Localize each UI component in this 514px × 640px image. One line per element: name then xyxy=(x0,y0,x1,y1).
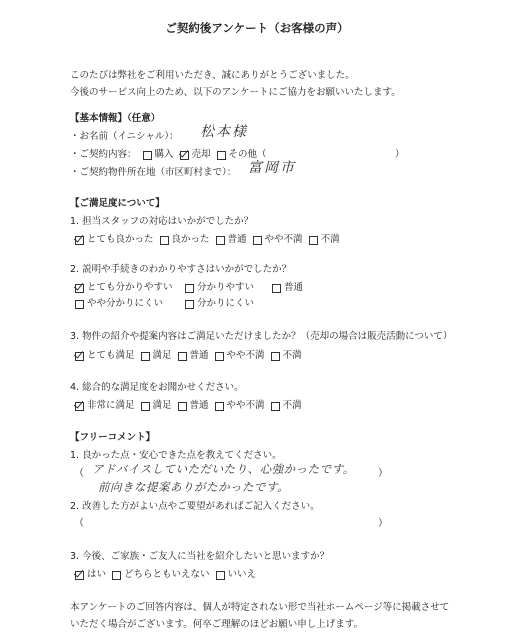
footer-line-1: 本アンケートのご回答内容は、個人が特定されない形で当社ホームページ等に掲載させて xyxy=(70,602,450,613)
checked-checkbox-icon[interactable] xyxy=(75,284,84,293)
page-title: ご契約後アンケート（お客様の声） xyxy=(165,21,349,35)
q2-option-clear[interactable]: 分かりやすい xyxy=(185,283,254,296)
checkbox-icon[interactable] xyxy=(141,352,150,361)
checkbox-icon[interactable] xyxy=(271,352,280,361)
checkbox-icon[interactable] xyxy=(215,352,224,361)
intro-line-2: 今後のサービス向上のため、以下のアンケートにご協力をお願いいたします。 xyxy=(70,87,401,98)
contract-row xyxy=(70,150,267,160)
satisfaction-q4: 4. 総合的な満足度をお聞かせください。 xyxy=(70,382,244,393)
q4-option-average[interactable]: 普通 xyxy=(178,401,209,411)
contract-other-close: ） xyxy=(395,149,405,160)
name-handwritten: 松本様 xyxy=(200,124,248,140)
contract-option-other[interactable]: その他（ xyxy=(217,150,267,160)
free-q3-option-yes[interactable]: はい xyxy=(75,570,106,580)
basic-info-heading: 【基本情報】（任意） xyxy=(70,113,161,124)
checkbox-icon[interactable] xyxy=(112,571,121,580)
intro-line-1: このたびは弊社をご利用いただき、誠にありがとうございました。 xyxy=(70,70,355,81)
checkbox-icon[interactable] xyxy=(75,300,84,309)
q2-option-somewhat-unclear[interactable]: やや分かりにくい xyxy=(75,299,163,312)
location-label: ・ご契約物件所在地（市区町村まで）： xyxy=(70,167,237,178)
q1-option-bad[interactable]: 不満 xyxy=(309,235,340,245)
checkbox-icon[interactable] xyxy=(216,236,225,245)
contract-label: ・ご契約内容： xyxy=(70,149,137,160)
satisfaction-q2: 2. 説明や手続きのわかりやすさはいかがでしたか？ xyxy=(70,264,292,275)
q1-option-good[interactable]: 良かった xyxy=(160,235,210,245)
checked-checkbox-icon[interactable] xyxy=(75,352,84,361)
checked-checkbox-icon[interactable] xyxy=(75,236,84,245)
q3-option-somewhat-dissatisfied[interactable]: やや不満 xyxy=(215,351,265,361)
contract-option-sale[interactable]: 売却 xyxy=(180,150,211,160)
checkbox-icon[interactable] xyxy=(178,402,187,411)
checkbox-icon[interactable] xyxy=(272,284,281,293)
q2-option-average[interactable]: 普通 xyxy=(272,283,303,296)
q3-option-very-satisfied[interactable]: とても満足 xyxy=(75,351,135,361)
q4-option-somewhat-dissatisfied[interactable]: やや不満 xyxy=(215,401,265,411)
location-handwritten: 富岡市 xyxy=(248,160,296,176)
checkbox-icon[interactable] xyxy=(215,402,224,411)
q4-option-very-satisfied[interactable]: 非常に満足 xyxy=(75,401,135,411)
checkbox-icon[interactable] xyxy=(253,236,262,245)
name-label: ・お名前（イニシャル）： xyxy=(70,131,179,142)
free-q1: 1. 良かった点・安心できた点を教えてください。 xyxy=(70,450,282,461)
q3-options xyxy=(75,351,302,361)
free-q3-option-neutral[interactable]: どちらともいえない xyxy=(112,570,210,580)
checkbox-icon[interactable] xyxy=(216,571,225,580)
satisfaction-q3: 3. 物件の紹介や提案内容はご満足いただけましたか？（売却の場合は販売活動について） xyxy=(70,331,453,342)
satisfaction-heading: 【ご満足度について】 xyxy=(70,198,165,209)
q2-option-unclear[interactable]: 分かりにくい xyxy=(185,299,254,312)
q1-option-average[interactable]: 普通 xyxy=(216,235,247,245)
free-q2-open[interactable]: （ xyxy=(74,518,84,529)
checkbox-icon[interactable] xyxy=(217,151,226,160)
checked-checkbox-icon[interactable] xyxy=(180,151,189,160)
checked-checkbox-icon[interactable] xyxy=(75,402,84,411)
free-q1-open: （ xyxy=(74,468,84,479)
free-q3: 3. 今後、ご家族・ご友人に当社を紹介したいと思いますか？ xyxy=(70,551,330,562)
q3-option-dissatisfied[interactable]: 不満 xyxy=(271,351,302,361)
free-q1-answer-line-2[interactable]: 前向きな提案ありがたかったです。 xyxy=(98,480,290,494)
q1-option-somewhat-bad[interactable]: やや不満 xyxy=(253,235,303,245)
q3-option-average[interactable]: 普通 xyxy=(178,351,209,361)
free-q2-close: ） xyxy=(378,518,388,529)
q4-option-dissatisfied[interactable]: 不満 xyxy=(271,401,302,411)
q3-option-satisfied[interactable]: 満足 xyxy=(141,351,172,361)
checkbox-icon[interactable] xyxy=(185,300,194,309)
footer-line-2: いただく場合がございます。何卒ご理解のほどお願い申し上げます。 xyxy=(70,619,363,630)
q4-options xyxy=(75,401,302,411)
free-q1-close: ） xyxy=(378,468,388,479)
satisfaction-q1: 1. 担当スタッフの対応はいかがでしたか？ xyxy=(70,216,254,227)
checkbox-icon[interactable] xyxy=(271,402,280,411)
checkbox-icon[interactable] xyxy=(309,236,318,245)
q2-option-very-clear[interactable]: とても分かりやすい xyxy=(75,283,173,296)
checked-checkbox-icon[interactable] xyxy=(75,571,84,580)
checkbox-icon[interactable] xyxy=(185,284,194,293)
free-q1-answer-line-1[interactable]: アドバイスしていただいたり、心強かったです。 xyxy=(92,462,355,476)
free-q2: 2. 改善した方がよい点やご要望があればご記入ください。 xyxy=(70,501,320,512)
free-q3-options xyxy=(75,570,256,580)
contract-option-purchase[interactable]: 購入 xyxy=(143,150,174,160)
q4-option-satisfied[interactable]: 満足 xyxy=(141,401,172,411)
checkbox-icon[interactable] xyxy=(141,402,150,411)
q1-options xyxy=(75,235,340,245)
free-q3-option-no[interactable]: いいえ xyxy=(216,570,257,580)
q1-option-very-good[interactable]: とても良かった xyxy=(75,235,154,245)
checkbox-icon[interactable] xyxy=(160,236,169,245)
checkbox-icon[interactable] xyxy=(143,151,152,160)
checkbox-icon[interactable] xyxy=(178,352,187,361)
free-comment-heading: 【フリーコメント】 xyxy=(70,432,156,443)
